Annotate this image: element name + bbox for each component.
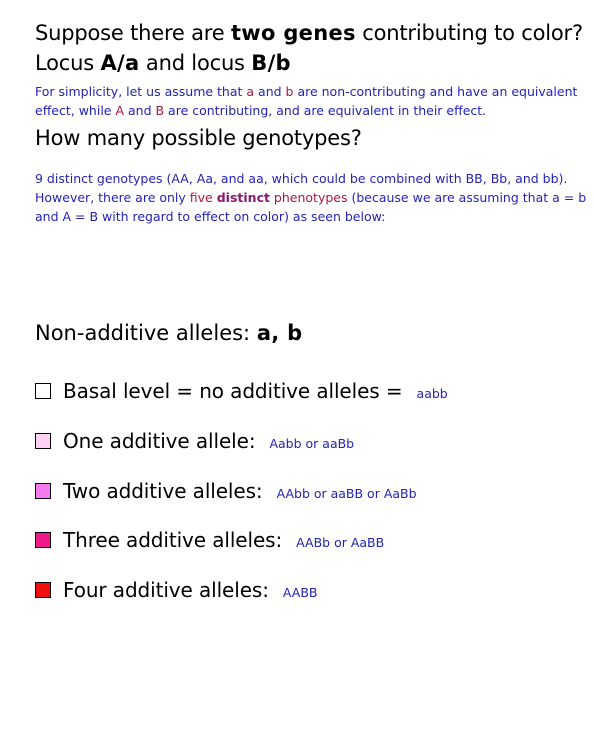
answer-text: 9 distinct genotypes (AA, Aa, and aa, which could be combined with BB, Bb, and bb). However, there are only five distinct phenotypes (because we are assuming that a = b and A = B with regard to effect on color) as seen below: [35, 171, 587, 224]
page-title [35, 20, 583, 46]
question-heading: How many possible genotypes? [35, 126, 362, 150]
non-additive-label: Non-additive alleles: [35, 321, 257, 345]
color-swatch [35, 582, 51, 598]
phenotype-genotypes: AABB [282, 584, 318, 600]
phenotype-row-three [35, 527, 384, 553]
phenotype-genotypes: AABb or AaBB [296, 534, 385, 550]
phenotype-row-two [35, 478, 417, 504]
loci-heading [35, 50, 291, 76]
non-additive-value: a, b [256, 321, 303, 345]
title-bold-text: two genes [230, 21, 356, 45]
phenotype-row-one [35, 428, 354, 454]
phenotype-row-four [35, 577, 318, 603]
locus-a-label: A/a [100, 51, 140, 75]
color-swatch [35, 433, 51, 449]
phenotype-genotypes: aabb [416, 385, 448, 401]
simplicity-note: For simplicity, let us assume that a and b are non-contributing and have an equivalent effect, while A and B are contributing, and are equivalent in their effect. [35, 84, 578, 118]
phenotype-row-basal [35, 378, 448, 404]
phenotype-genotypes: AAbb or aaBB or AaBb [276, 485, 417, 501]
color-swatch [35, 532, 51, 548]
color-swatch [35, 483, 51, 499]
phenotype-label: Two additive alleles: [63, 479, 263, 503]
loci-text: and locus [139, 51, 252, 75]
non-additive-heading [35, 320, 303, 346]
phenotype-label: One additive allele: [63, 429, 256, 453]
phenotype-genotypes: Aabb or aaBb [269, 435, 355, 451]
phenotype-label: Four additive alleles: [63, 578, 269, 602]
phenotype-label: Basal level = no additive alleles = [63, 379, 403, 403]
locus-b-label: B/b [251, 51, 291, 75]
title-text: contributing to color? [355, 21, 583, 45]
phenotype-label: Three additive alleles: [63, 528, 283, 552]
color-swatch [35, 383, 51, 399]
loci-text: Locus [35, 51, 101, 75]
title-text: Suppose there are [35, 21, 231, 45]
